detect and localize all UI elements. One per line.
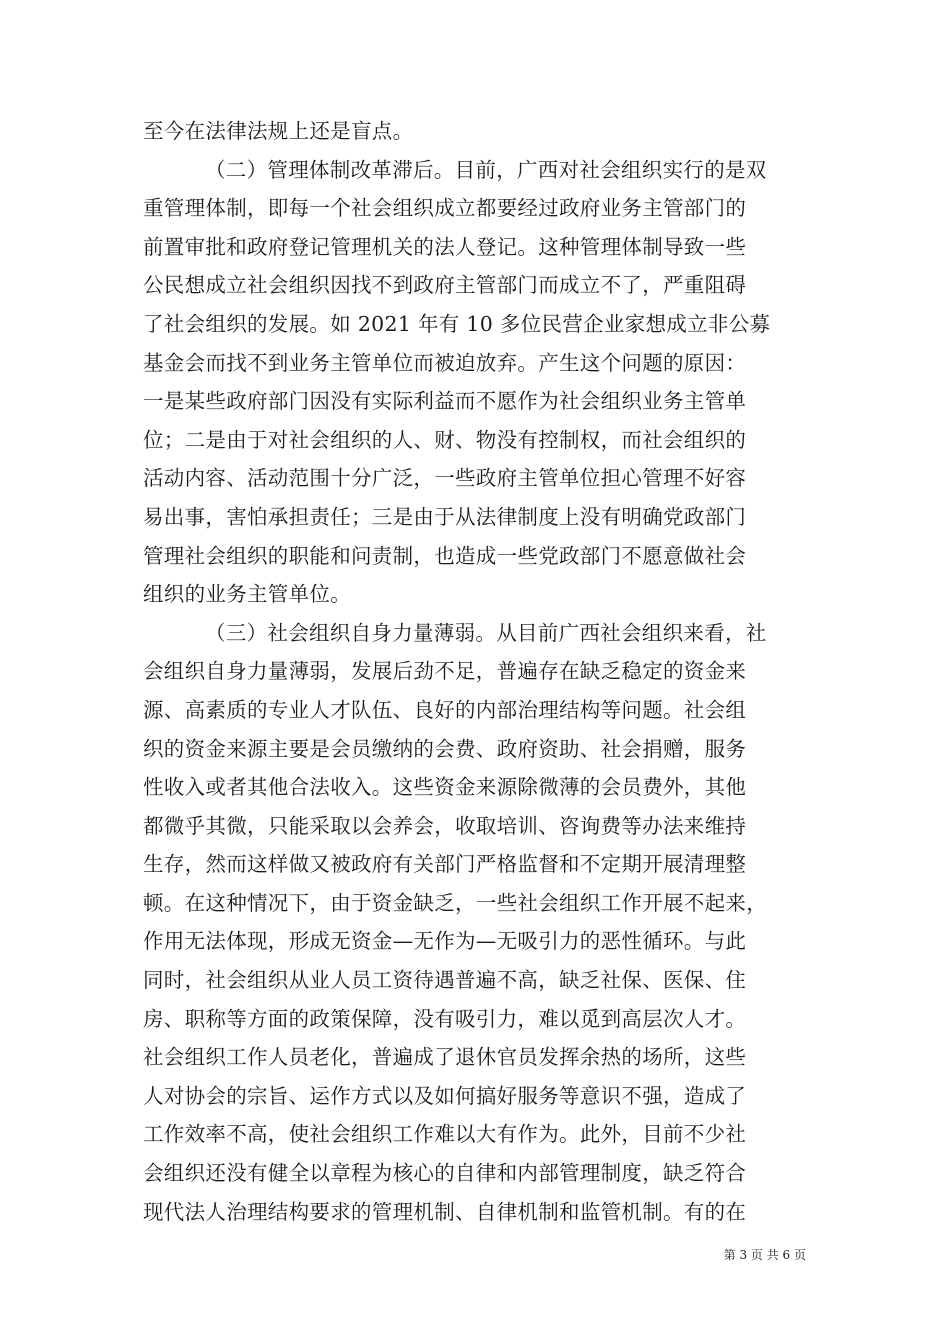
text-line: 公民想成立社会组织因找不到政府主管部门而成立不了，严重阻碍 [143,273,747,298]
text-line: 易出事，害怕承担责任；三是由于从法律制度上没有明确党政部门 [143,504,747,529]
text-line: 同时，社会组织从业人员工资待遇普遍不高，缺乏社保、医保、住 [143,968,747,993]
paragraph-start-line: （二）管理体制改革滞后。目前，广西对社会组织实行的是双 [205,157,767,182]
text-line: 房、职称等方面的政策保障，没有吸引力，难以觅到高层次人才。 [143,1006,747,1031]
text-line: 一是某些政府部门因没有实际利益而不愿作为社会组织业务主管单 [143,389,747,414]
text-line: 都微乎其微，只能采取以会养会，收取培训、咨询费等办法来维持 [143,813,747,838]
text-line: 会组织还没有健全以章程为核心的自律和内部管理制度，缺乏符合 [143,1161,747,1186]
text-line: 基金会而找不到业务主管单位而被迫放弃。产生这个问题的原因： [143,350,747,375]
text-line: 活动内容、活动范围十分广泛，一些政府主管单位担心管理不好容 [143,466,747,491]
text-line: 前置审批和政府登记管理机关的法人登记。这种管理体制导致一些 [143,234,747,259]
text-line: 性收入或者其他合法收入。这些资金来源除微薄的会员费外，其他 [143,775,747,800]
text-line: 现代法人治理结构要求的管理机制、自律机制和监管机制。有的在 [143,1199,747,1224]
text-line: 作用无法体现，形成无资金—无作为—无吸引力的恶性循环。与此 [143,929,747,954]
text-line: 源、高素质的专业人才队伍、良好的内部治理结构等问题。社会组 [143,697,747,722]
page-number: 第 3 页 共 6 页 [723,1248,806,1262]
text-line: 生存，然而这样做又被政府有关部门严格监督和不定期开展清理整 [143,852,747,877]
text-line: 了社会组织的发展。如 2021 年有 10 多位民营企业家想成立非公募 [143,311,771,336]
text-line: 织的资金来源主要是会员缴纳的会费、政府资助、社会捐赠，服务 [143,736,747,761]
text-line: 会组织自身力量薄弱，发展后劲不足，普遍存在缺乏稳定的资金来 [143,659,747,684]
text-line: 重管理体制，即每一个社会组织成立都要经过政府业务主管部门的 [143,196,747,221]
paragraph-start-line: （三）社会组织自身力量薄弱。从目前广西社会组织来看，社 [205,620,767,645]
body-text [143,112,807,1231]
text-line: 顿。在这种情况下，由于资金缺乏，一些社会组织工作开展不起来， [143,890,767,915]
text-line: 组织的业务主管单位。 [143,582,351,607]
text-line: 管理社会组织的职能和问责制，也造成一些党政部门不愿意做社会 [143,543,747,568]
text-line: 至今在法律法规上还是盲点。 [143,119,414,143]
text-line: 工作效率不高，使社会组织工作难以大有作为。此外，目前不少社 [143,1122,747,1147]
text-line: 位；二是由于对社会组织的人、财、物没有控制权，而社会组织的 [143,427,747,452]
text-line: 人对协会的宗旨、运作方式以及如何搞好服务等意识不强，造成了 [143,1083,747,1108]
text-line: 社会组织工作人员老化，普遍成了退休官员发挥余热的场所，这些 [143,1045,747,1070]
